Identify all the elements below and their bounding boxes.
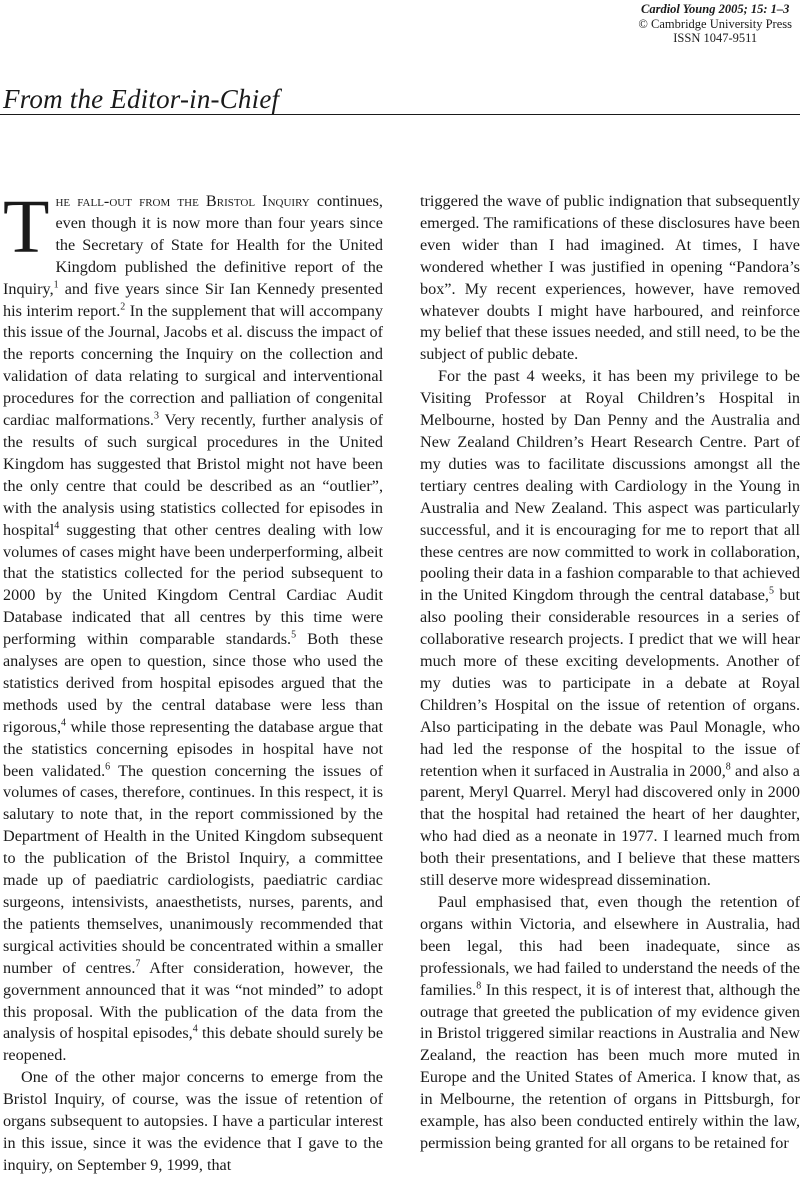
text-run: One of the other major concerns to emerge from the Bristol Inquiry, of course, was the issue of retention of organs subsequent to autopsies. I have a particular interest in this issue, since it was the evidence that I gave to the inquiry, on September 9, 1999, that — [3, 1068, 383, 1174]
citation-ref: 2 — [120, 301, 126, 313]
journal-citation: Cardiol Young 2005; 15: 1–3 — [641, 2, 790, 16]
text-run: In the supplement that will accompany this issue of the Journal, Jacobs et al. discuss the impact of the reports concerning the Inquiry on the collection and validation of data relating to surgical and interventional procedures for the correction and palliation of congenital cardiac malformations. — [3, 301, 383, 430]
text-run: Both these analyses are open to question, since those who used the statistics derived from hospital episodes argued that the methods used by the central database were less than rigorous, — [3, 630, 384, 736]
citation-ref: 4 — [61, 717, 66, 729]
text-run: suggesting that other centres dealing with low volumes of cases might have been underperforming, albeit that the statistics collected for the period subsequent to 2000 by the United Kingdom Central Cardiac Audit Database indicated that all centres by this time were performing within comparable standards. — [3, 520, 383, 649]
text-run: continues, even though it is now more than four years since the Secretary of State for Health for the United Kingdom published the definitive report of the Inquiry, — [3, 192, 383, 298]
copyright-line: © Cambridge University Press — [638, 16, 792, 31]
text-run: The question concerning the issues of volumes of cases, therefore, continues. In this respect, it is salutary to note that, in the report commissioned by the Department of Health in the United Kingdom subsequent to the publication of the Bristol Inquiry, a committee made up of paediatric cardiologists, paediatric cardiac surgeons, intensivists, anaesthetists, nurses, parents, and the patients themselves, unanimously recommended that surgical activities should be concentrated within a smaller number of centres. — [3, 761, 384, 977]
text-run: In this respect, it is of interest that, although the outrage that greeted the publication of my evidence given in Bristol triggered similar reactions in Australia and New Zealand, the reaction has been much more muted in Europe and the United States of America. I know that, as in Melbourne, the retention of organs in Pittsburgh, for example, has also been conducted entirely within the law, permission being granted for all organs to be retained for — [420, 980, 800, 1152]
paragraph-continued — [420, 191, 800, 366]
citation-ref: 5 — [291, 629, 297, 641]
citation-ref: 3 — [153, 410, 159, 422]
text-run: while those representing the database argue that the statistics concerning episodes in hospital have not been validated. — [3, 717, 383, 780]
issn-line: ISSN 1047-9511 — [673, 31, 758, 45]
citation-ref: 7 — [135, 958, 141, 970]
text-run: triggered the wave of public indignation that subsequently emerged. The ramifications of these disclosures have been even wider than I had imagined. At times, I have wondered whether I was justified in opening “Pandora’s box”. My recent experiences, however, have removed whatever doubts I might have harboured, and reinforce my belief that these issues needed, and still need, to be the subject of public debate. — [420, 192, 800, 364]
citation-ref: 8 — [725, 761, 731, 773]
citation-ref: 1 — [53, 279, 59, 291]
left-column — [3, 185, 384, 1174]
section-title: From the Editor-in-Chief — [3, 84, 280, 114]
text-run: and five years since Sir Ian Kennedy presented his interim report. — [3, 279, 383, 320]
paragraph-1 — [3, 185, 384, 1067]
heading-divider — [0, 114, 800, 115]
citation-ref: 5 — [768, 585, 774, 597]
paragraph-4 — [420, 892, 800, 1155]
text-run: After consideration, however, the government announced that it was “not minded” to adopt this proposal. With the publication of the data from the analysis of hospital episodes, — [3, 958, 383, 1043]
citation-ref: 8 — [476, 980, 482, 992]
lead-in-text: he fall-out from the Bristol Inquiry — [55, 192, 310, 210]
right-column — [420, 191, 800, 1152]
text-run: this debate should surely be reopened. — [3, 1024, 384, 1065]
text-run: For the past 4 weeks, it has been my privilege to be Visiting Professor at Royal Children’s Hospital in Melbourne, hosted by Dan Penny and the Australia and New Zealand Children’s Heart Research Centre. Part of my duties was to facilitate discussions amongst all the tertiary centres dealing with Cardiology in the Young in Australia and New Zealand. This aspect was particularly successful, and it is encouraging for me to report that all these centres are now committed to work in collaboration, pooling their data in a fashion comparable to that achieved in the United Kingdom through the central database, — [420, 367, 800, 605]
text-run: and also a parent, Meryl Quarrel. Meryl had discovered only in 2000 that the hospital had retained the heart of her daughter, who had died as a neonate in 1977. I learned much from both their presentations, and I believe that these matters still deserve more widespread dissemination. — [420, 761, 800, 890]
text-run: but also pooling their considerable resources in a series of collaborative research projects. I predict that we will hear much more of these exciting developments. Another of my duties was to participate in a debate at Royal Children’s Hospital on the issue of retention of organs. Also participating in the debate was Paul Monagle, who had led the response of the hospital to the issue of retention when it surfaced in Australia in 2000, — [420, 586, 800, 780]
text-run: Very recently, further analysis of the results of such surgical procedures in the United Kingdom has suggested that Bristol might not have been the only centre that could be described as an “outlier”, with the analysis using statistics collected for episodes in hospital — [3, 411, 383, 539]
text-run: Paul emphasised that, even though the retention of organs within Victoria, and elsewhere in Australia, had been legal, this had been inadequate, since as professionals, we had failed to understand the needs of the families. — [420, 893, 800, 999]
citation-ref: 6 — [105, 761, 111, 773]
citation-ref: 4 — [54, 520, 60, 532]
journal-header — [638, 2, 792, 46]
paragraph-3 — [420, 366, 800, 892]
paragraph-2 — [3, 1067, 383, 1177]
paragraph-body — [3, 185, 384, 1065]
citation-ref: 4 — [192, 1024, 198, 1036]
drop-cap: T — [3, 185, 50, 269]
